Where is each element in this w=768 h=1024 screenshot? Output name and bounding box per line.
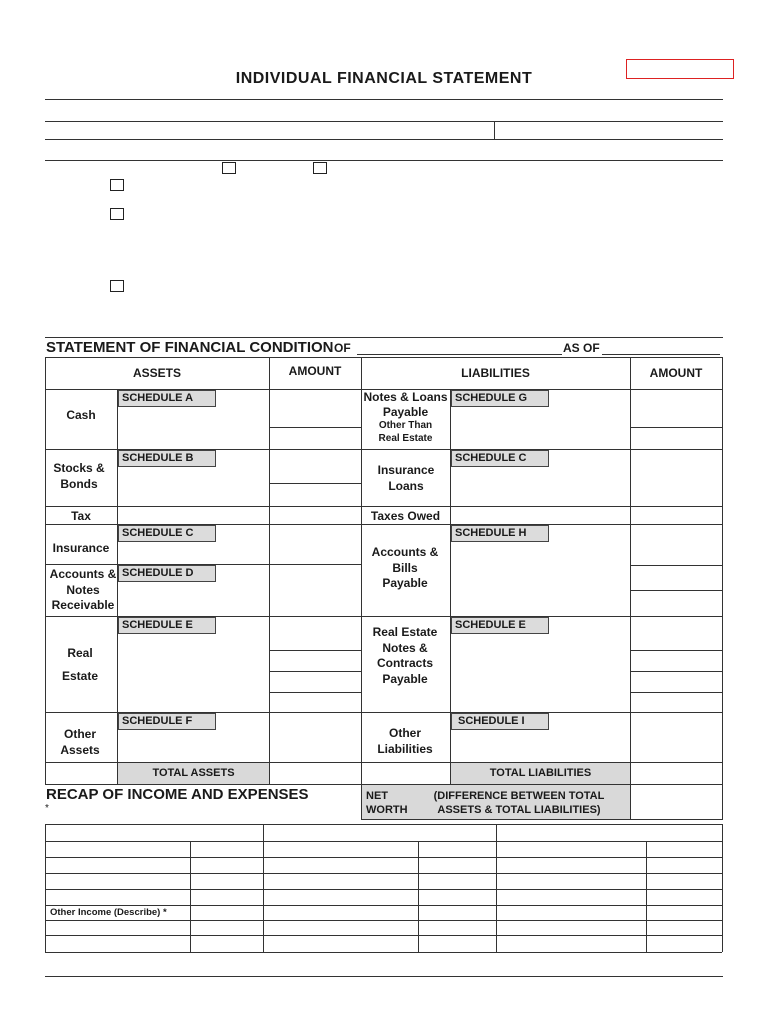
liabilities-amount-header: AMOUNT xyxy=(649,366,703,380)
checkbox-option-5[interactable] xyxy=(110,280,124,292)
asset-insurance-label: Insurance xyxy=(52,541,110,555)
schedule-c-tag: SCHEDULE C xyxy=(118,525,216,542)
liab-accounts-label: Accounts & Bills Payable xyxy=(371,545,439,590)
schedule-e-tag: SCHEDULE E xyxy=(118,617,216,634)
total-liabilities-label: TOTAL LIABILITIES xyxy=(489,767,592,779)
liab-other-label: Other Liabilities xyxy=(377,726,433,756)
liab-notes-loans-3: Other Than xyxy=(378,420,433,431)
schedule-g-tag: SCHEDULE G xyxy=(451,390,549,407)
asset-cash-label: Cash xyxy=(66,408,96,422)
of-name-line[interactable] xyxy=(357,354,562,355)
asset-other-label: Other Assets xyxy=(60,727,100,757)
assets-header: ASSETS xyxy=(132,366,181,380)
liab-notes-loans-1: Notes & Loans xyxy=(363,390,448,404)
liabilities-header: LIABILITIES xyxy=(461,366,530,380)
checkbox-option-2[interactable] xyxy=(313,162,327,174)
schedule-i-tag: SCHEDULE I xyxy=(451,713,549,730)
schedule-d-tag: SCHEDULE D xyxy=(118,565,216,582)
footer-rule xyxy=(45,976,723,977)
schedule-b-tag: SCHEDULE B xyxy=(118,450,216,467)
liab-notes-loans-2: Payable xyxy=(382,405,429,419)
asset-stocks-label: Stocks & Bonds xyxy=(53,461,105,491)
net-worth-description: (DIFFERENCE BETWEEN TOTAL ASSETS & TOTAL LIABILITIES) xyxy=(433,790,605,816)
asset-real-estate-label: Real Estate xyxy=(61,646,99,683)
checkbox-option-3[interactable] xyxy=(110,179,124,191)
of-label: OF xyxy=(334,341,351,355)
info-line[interactable] xyxy=(45,160,723,161)
statement-top-rule xyxy=(45,337,723,338)
assets-amount-header: AMOUNT xyxy=(288,364,342,378)
liab-insurance-label: Insurance Loans xyxy=(377,463,435,493)
schedule-h-tag: SCHEDULE H xyxy=(451,525,549,542)
as-of-label: AS OF xyxy=(563,341,600,355)
address-line-bottom[interactable] xyxy=(45,139,723,140)
liab-notes-loans-4: Real Estate xyxy=(378,433,433,444)
page-title: INDIVIDUAL FINANCIAL STATEMENT xyxy=(235,70,533,87)
schedule-a-tag: SCHEDULE A xyxy=(118,390,216,407)
schedule-f-tag: SCHEDULE F xyxy=(118,713,216,730)
other-income-label: Other Income (Describe) * xyxy=(50,907,167,918)
checkbox-option-1[interactable] xyxy=(222,162,236,174)
recap-asterisk-note: * xyxy=(45,803,49,814)
net-worth-label: NET WORTH xyxy=(366,790,408,816)
asset-receivable-label: Accounts & Notes Receivable xyxy=(49,567,117,612)
liab-real-estate-label: Real Estate Notes & Contracts Payable xyxy=(372,625,438,686)
form-number-box xyxy=(626,59,734,79)
schedule-c-liab-tag: SCHEDULE C xyxy=(451,450,549,467)
applicant-line[interactable] xyxy=(45,99,723,100)
address-divider xyxy=(494,121,495,139)
recap-heading: RECAP OF INCOME AND EXPENSES xyxy=(46,786,309,803)
checkbox-option-4[interactable] xyxy=(110,208,124,220)
schedule-e-liab-tag: SCHEDULE E xyxy=(451,617,549,634)
statement-heading: STATEMENT OF FINANCIAL CONDITION xyxy=(46,339,334,356)
total-assets-label: TOTAL ASSETS xyxy=(152,767,235,779)
as-of-date-line[interactable] xyxy=(602,354,720,355)
address-line-top xyxy=(45,121,723,122)
asset-tax-label: Tax xyxy=(71,509,91,523)
liab-taxes-label: Taxes Owed xyxy=(370,509,441,523)
